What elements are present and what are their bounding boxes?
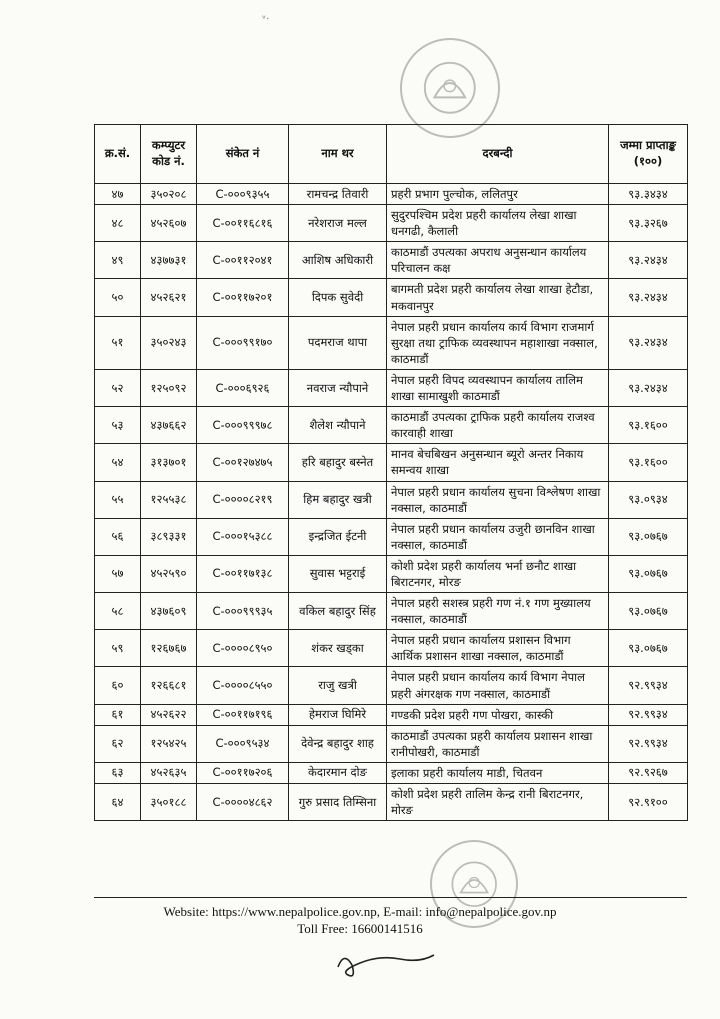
cell-score: ९२.९१०० — [609, 784, 688, 821]
cell-post: नेपाल प्रहरी सशस्त्र प्रहरी गण नं.१ गण मुख्यालय नक्साल, काठमाडौं — [387, 593, 609, 630]
cell-sn: ५९ — [95, 630, 141, 667]
table-row — [95, 762, 688, 783]
cell-code: ४५२६२२ — [141, 704, 197, 725]
cell-name: शैलेश न्यौपाने — [289, 407, 387, 444]
cell-code: ४३७६६२ — [141, 407, 197, 444]
cell-post: काठमाडौं उपत्यका प्रहरी कार्यालय प्रशासन शाखा रानीपोखरी, काठमाडौं — [387, 725, 609, 762]
cell-roll: C-००००८९५० — [197, 630, 289, 667]
cell-roll: C-००११७२०१ — [197, 279, 289, 316]
cell-sn: ५७ — [95, 555, 141, 592]
cell-roll: C-०००६९२६ — [197, 369, 289, 406]
cell-roll: C-०००९९९३५ — [197, 593, 289, 630]
cell-name: इन्द्रजित ईटनी — [289, 518, 387, 555]
cell-code: ३१३७०१ — [141, 444, 197, 481]
cell-score: ९२.९९३४ — [609, 725, 688, 762]
cell-code: ३५०२०८ — [141, 184, 197, 205]
table-row — [95, 784, 688, 821]
cell-name: पदमराज थापा — [289, 316, 387, 369]
cell-code: ३५०२४३ — [141, 316, 197, 369]
cell-name: देवेन्द्र बहादुर शाह — [289, 725, 387, 762]
cell-sn: ६३ — [95, 762, 141, 783]
cell-post: नेपाल प्रहरी प्रधान कार्यालय कार्य विभाग नेपाल प्रहरी अंगरक्षक गण नक्साल, काठमाडौं — [387, 667, 609, 704]
cell-post: नेपाल प्रहरी प्रधान कार्यालय उजुरी छानविन शाखा नक्साल, काठमाडौं — [387, 518, 609, 555]
cell-sn: ६४ — [95, 784, 141, 821]
table-row — [95, 518, 688, 555]
cell-score: ९३.३२६७ — [609, 205, 688, 242]
cell-name: वकिल बहादुर सिंह — [289, 593, 387, 630]
header-sn: क्र.सं. — [95, 125, 141, 184]
cell-name: शंकर खड्का — [289, 630, 387, 667]
cell-post: इलाका प्रहरी कार्यालय माडी, चितवन — [387, 762, 609, 783]
cell-score: ९३.३४३४ — [609, 184, 688, 205]
cell-roll: C-०००९९१७० — [197, 316, 289, 369]
cell-sn: ५२ — [95, 369, 141, 406]
header-roll: संकेत नं — [197, 125, 289, 184]
cell-score: ९२.९९३४ — [609, 704, 688, 725]
table-row — [95, 593, 688, 630]
cell-sn: ४७ — [95, 184, 141, 205]
cell-code: ३५०१८८ — [141, 784, 197, 821]
cell-name: सुवास भट्टराई — [289, 555, 387, 592]
cell-post: नेपाल प्रहरी विपद व्यवस्थापन कार्यालय तालिम शाखा सामाखुशी काठमाडौं — [387, 369, 609, 406]
cell-score: ९३.२४३४ — [609, 316, 688, 369]
cell-score: ९३.०७६७ — [609, 593, 688, 630]
cell-code: ४३७७३१ — [141, 242, 197, 279]
table-row — [95, 555, 688, 592]
signature — [330, 945, 440, 985]
cell-name: हरि बहादुर बस्नेत — [289, 444, 387, 481]
cell-post: कोशी प्रदेश प्रहरी तालिम केन्द्र रानी बिराटनगर, मोरङ — [387, 784, 609, 821]
cell-code: १२६७६७ — [141, 630, 197, 667]
cell-code: १२५४२५ — [141, 725, 197, 762]
header-post: दरबन्दी — [387, 125, 609, 184]
cell-code: ३८९३३१ — [141, 518, 197, 555]
header-name: नाम थर — [289, 125, 387, 184]
header-score: जम्मा प्राप्ताङ्क (१००) — [609, 125, 688, 184]
cell-roll: C-०००९५३४ — [197, 725, 289, 762]
cell-name: रामचन्द्र तिवारी — [289, 184, 387, 205]
cell-code: १२५५३८ — [141, 481, 197, 518]
seal-emblem-icon — [449, 859, 499, 909]
cell-post: नेपाल प्रहरी प्रधान कार्यालय प्रशासन विभाग आर्थिक प्रशासन शाखा नक्साल, काठमाडौं — [387, 630, 609, 667]
cell-name: राजु खत्री — [289, 667, 387, 704]
cell-post: कोशी प्रदेश प्रहरी कार्यालय भर्ना छनौट शाखा बिराटनगर, मोरङ — [387, 555, 609, 592]
cell-roll: C-००११७१३८ — [197, 555, 289, 592]
cell-name: नवराज न्यौपाने — [289, 369, 387, 406]
footer-divider — [94, 897, 687, 898]
cell-code: ४३७६०९ — [141, 593, 197, 630]
cell-score: ९३.२४३४ — [609, 369, 688, 406]
table-row — [95, 242, 688, 279]
corner-mark: ᵛ· — [262, 14, 270, 25]
cell-roll: C-००१२७४७५ — [197, 444, 289, 481]
table-row — [95, 444, 688, 481]
seal-emblem-icon — [421, 59, 479, 117]
cell-roll: C-००००८२१९ — [197, 481, 289, 518]
table-row — [95, 667, 688, 704]
table-row — [95, 369, 688, 406]
cell-post: काठमाडौं उपत्यका ट्राफिक प्रहरी कार्यालय राजश्व कारवाही शाखा — [387, 407, 609, 444]
cell-roll: C-०००९९९७८ — [197, 407, 289, 444]
cell-roll: C-००११६८१६ — [197, 205, 289, 242]
cell-sn: ६२ — [95, 725, 141, 762]
cell-score: ९३.२४३४ — [609, 242, 688, 279]
table-header-row — [95, 125, 688, 184]
footer-toll-free: Toll Free: 16600141516 — [297, 921, 423, 936]
cell-sn: ६१ — [95, 704, 141, 725]
table-row — [95, 279, 688, 316]
cell-post: बागमती प्रदेश प्रहरी कार्यालय लेखा शाखा हेटौडा, मकवानपुर — [387, 279, 609, 316]
table-row — [95, 205, 688, 242]
table-row — [95, 184, 688, 205]
cell-code: ४५२५९० — [141, 555, 197, 592]
cell-roll: C-००११२०४१ — [197, 242, 289, 279]
cell-score: ९३.०७६७ — [609, 518, 688, 555]
cell-post: सुदुरपश्चिम प्रदेश प्रहरी कार्यालय लेखा शाखा धनगढी, कैलाली — [387, 205, 609, 242]
cell-name: हेमराज घिमिरे — [289, 704, 387, 725]
cell-sn: ५८ — [95, 593, 141, 630]
cell-sn: ५३ — [95, 407, 141, 444]
cell-score: ९२.९२६७ — [609, 762, 688, 783]
cell-roll: C-००००८५५० — [197, 667, 289, 704]
cell-score: ९२.९९३४ — [609, 667, 688, 704]
cell-sn: ५० — [95, 279, 141, 316]
cell-sn: ४९ — [95, 242, 141, 279]
cell-name: नरेशराज मल्ल — [289, 205, 387, 242]
cell-post: प्रहरी प्रभाग पुल्चोक, ललितपुर — [387, 184, 609, 205]
cell-score: ९३.१६०० — [609, 407, 688, 444]
cell-name: गुरु प्रसाद तिम्सिना — [289, 784, 387, 821]
cell-name: आशिष अधिकारी — [289, 242, 387, 279]
header-code: कम्प्युटर कोड नं. — [141, 125, 197, 184]
cell-post: नेपाल प्रहरी प्रधान कार्यालय कार्य विभाग राजमार्ग सुरक्षा तथा ट्राफिक व्यवस्थापन महाशाखा नक्साल, काठमाडौं — [387, 316, 609, 369]
cell-score: ९३.०९३४ — [609, 481, 688, 518]
cell-roll: C-०००९३५५ — [197, 184, 289, 205]
cell-name: हिम बहादुर खत्री — [289, 481, 387, 518]
cell-code: ४५२६०७ — [141, 205, 197, 242]
cell-sn: ६० — [95, 667, 141, 704]
table-row — [95, 630, 688, 667]
cell-roll: C-००००४८६२ — [197, 784, 289, 821]
cell-sn: ५६ — [95, 518, 141, 555]
table-row — [95, 316, 688, 369]
cell-post: नेपाल प्रहरी प्रधान कार्यालय सुचना विश्लेषण शाखा नक्साल, काठमाडौं — [387, 481, 609, 518]
cell-roll: C-००११७१९६ — [197, 704, 289, 725]
cell-sn: ५४ — [95, 444, 141, 481]
cell-score: ९३.१६०० — [609, 444, 688, 481]
cell-name: केदारमान दोङ — [289, 762, 387, 783]
cell-sn: ५५ — [95, 481, 141, 518]
cell-roll: C-०००१५३८८ — [197, 518, 289, 555]
cell-post: गण्डकी प्रदेश प्रहरी गण पोखरा, कास्की — [387, 704, 609, 725]
cell-score: ९३.२४३४ — [609, 279, 688, 316]
cell-sn: ४८ — [95, 205, 141, 242]
footer-website: Website: https://www.nepalpolice.gov.np, E-mail: info@nepalpolice.gov.np — [163, 904, 557, 919]
table-row — [95, 704, 688, 725]
cell-post: काठमाडौं उपत्यका अपराध अनुसन्धान कार्यालय परिचालन कक्ष — [387, 242, 609, 279]
cell-code: ४५२६३५ — [141, 762, 197, 783]
cell-post: मानव बेचबिखन अनुसन्धान ब्यूरो अन्तर निकाय समन्वय शाखा — [387, 444, 609, 481]
cell-code: १२६६८१ — [141, 667, 197, 704]
table-row — [95, 481, 688, 518]
results-table — [94, 124, 688, 821]
cell-score: ९३.०७६७ — [609, 630, 688, 667]
cell-score: ९३.०७६७ — [609, 555, 688, 592]
table-row — [95, 725, 688, 762]
cell-roll: C-००११७२०६ — [197, 762, 289, 783]
table-row — [95, 407, 688, 444]
cell-name: दिपक सुवेदी — [289, 279, 387, 316]
cell-code: १२५०९२ — [141, 369, 197, 406]
cell-code: ४५२६२१ — [141, 279, 197, 316]
office-seal-top — [400, 38, 500, 138]
cell-sn: ५१ — [95, 316, 141, 369]
